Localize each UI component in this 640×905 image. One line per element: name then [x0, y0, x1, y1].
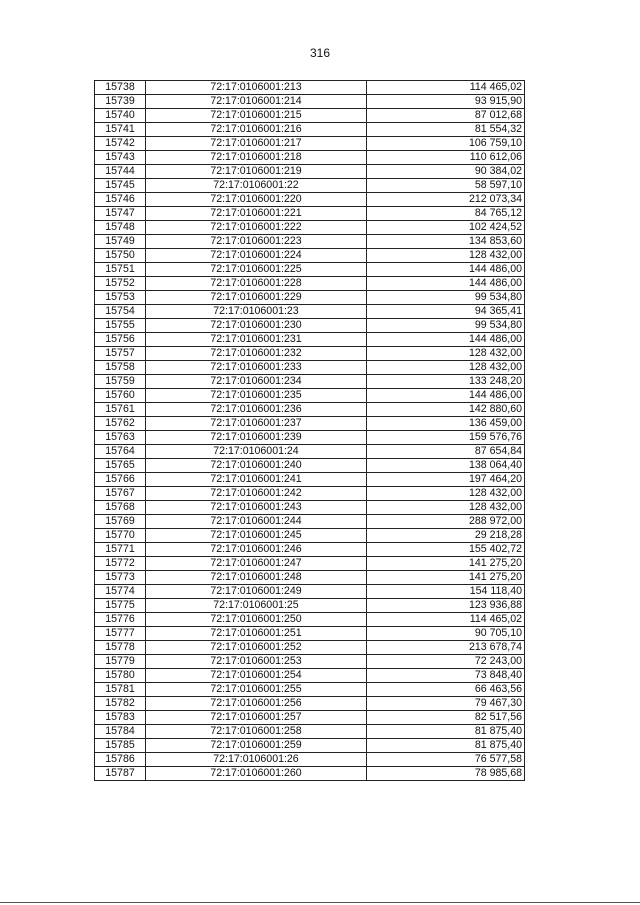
cadastral-value-cell: 142 880,60: [367, 403, 525, 417]
row-number-cell: 15746: [95, 193, 146, 207]
table-row: [95, 319, 525, 333]
cadastral-value-cell: 128 432,00: [367, 487, 525, 501]
row-number-cell: 15772: [95, 557, 146, 571]
row-number-cell: 15787: [95, 767, 146, 781]
cadastral-number-cell: 72:17:0106001:228: [146, 277, 367, 291]
cadastral-number-cell: 72:17:0106001:224: [146, 249, 367, 263]
cadastral-number-cell: 72:17:0106001:218: [146, 151, 367, 165]
cadastral-value-cell: 29 218,28: [367, 529, 525, 543]
row-number-cell: 15771: [95, 543, 146, 557]
cadastral-number-cell: 72:17:0106001:241: [146, 473, 367, 487]
table-row: [95, 487, 525, 501]
cadastral-number-cell: 72:17:0106001:247: [146, 557, 367, 571]
cadastral-value-cell: 82 517,56: [367, 711, 525, 725]
cadastral-number-cell: 72:17:0106001:230: [146, 319, 367, 333]
cadastral-number-cell: 72:17:0106001:234: [146, 375, 367, 389]
cadastral-value-cell: 128 432,00: [367, 249, 525, 263]
cadastral-number-cell: 72:17:0106001:217: [146, 137, 367, 151]
row-number-cell: 15765: [95, 459, 146, 473]
cadastral-value-cell: 155 402,72: [367, 543, 525, 557]
row-number-cell: 15750: [95, 249, 146, 263]
table-row: [95, 361, 525, 375]
cadastral-number-cell: 72:17:0106001:237: [146, 417, 367, 431]
table-row: [95, 753, 525, 767]
table-row: [95, 151, 525, 165]
cadastral-value-cell: 141 275,20: [367, 571, 525, 585]
row-number-cell: 15773: [95, 571, 146, 585]
cadastral-number-cell: 72:17:0106001:236: [146, 403, 367, 417]
table-row: [95, 431, 525, 445]
table-row: [95, 389, 525, 403]
row-number-cell: 15739: [95, 95, 146, 109]
cadastral-number-cell: 72:17:0106001:229: [146, 291, 367, 305]
cadastral-value-cell: 90 705,10: [367, 627, 525, 641]
cadastral-value-cell: 128 432,00: [367, 361, 525, 375]
row-number-cell: 15738: [95, 81, 146, 95]
table-row: [95, 375, 525, 389]
table-row: [95, 767, 525, 781]
cadastral-value-cell: 106 759,10: [367, 137, 525, 151]
table-row: [95, 641, 525, 655]
table-row: [95, 683, 525, 697]
cadastral-value-cell: 133 248,20: [367, 375, 525, 389]
table-row: [95, 697, 525, 711]
cadastral-value-cell: 114 465,02: [367, 613, 525, 627]
cadastral-number-cell: 72:17:0106001:22: [146, 179, 367, 193]
table-row: [95, 473, 525, 487]
cadastral-number-cell: 72:17:0106001:25: [146, 599, 367, 613]
row-number-cell: 15774: [95, 585, 146, 599]
cadastral-value-cell: 81 875,40: [367, 725, 525, 739]
cadastral-value-cell: 144 486,00: [367, 333, 525, 347]
cadastral-number-cell: 72:17:0106001:250: [146, 613, 367, 627]
row-number-cell: 15777: [95, 627, 146, 641]
table-row: [95, 179, 525, 193]
cadastral-value-cell: 134 853,60: [367, 235, 525, 249]
cadastral-number-cell: 72:17:0106001:231: [146, 333, 367, 347]
cadastral-value-cell: 144 486,00: [367, 263, 525, 277]
cadastral-number-cell: 72:17:0106001:222: [146, 221, 367, 235]
cadastral-number-cell: 72:17:0106001:221: [146, 207, 367, 221]
cadastral-value-cell: 66 463,56: [367, 683, 525, 697]
cadastral-value-cell: 94 365,41: [367, 305, 525, 319]
cadastral-value-cell: 144 486,00: [367, 277, 525, 291]
table-row: [95, 529, 525, 543]
table-row: [95, 95, 525, 109]
page-bottom-edge: [0, 902, 640, 903]
row-number-cell: 15747: [95, 207, 146, 221]
row-number-cell: 15745: [95, 179, 146, 193]
row-number-cell: 15769: [95, 515, 146, 529]
row-number-cell: 15751: [95, 263, 146, 277]
table-row: [95, 739, 525, 753]
cadastral-value-cell: 102 424,52: [367, 221, 525, 235]
table-row: [95, 585, 525, 599]
cadastral-value-cell: 138 064,40: [367, 459, 525, 473]
table-row: [95, 403, 525, 417]
row-number-cell: 15763: [95, 431, 146, 445]
cadastral-number-cell: 72:17:0106001:251: [146, 627, 367, 641]
table-row: [95, 221, 525, 235]
table-row: [95, 571, 525, 585]
cadastral-number-cell: 72:17:0106001:24: [146, 445, 367, 459]
cadastral-number-cell: 72:17:0106001:246: [146, 543, 367, 557]
cadastral-value-cell: 154 118,40: [367, 585, 525, 599]
cadastral-number-cell: 72:17:0106001:254: [146, 669, 367, 683]
page-number: 316: [309, 46, 331, 60]
cadastral-value-cell: 72 243,00: [367, 655, 525, 669]
table-row: [95, 501, 525, 515]
table-row: [95, 333, 525, 347]
cadastral-value-cell: 212 073,34: [367, 193, 525, 207]
row-number-cell: 15764: [95, 445, 146, 459]
table-row: [95, 515, 525, 529]
row-number-cell: 15756: [95, 333, 146, 347]
cadastral-number-cell: 72:17:0106001:253: [146, 655, 367, 669]
table-row: [95, 137, 525, 151]
table-row: [95, 305, 525, 319]
cadastral-value-cell: 87 654,84: [367, 445, 525, 459]
cadastral-number-cell: 72:17:0106001:219: [146, 165, 367, 179]
cadastral-value-cell: 197 464,20: [367, 473, 525, 487]
row-number-cell: 15743: [95, 151, 146, 165]
table-row: [95, 291, 525, 305]
cadastral-value-cell: 73 848,40: [367, 669, 525, 683]
table-row: [95, 81, 525, 95]
table-row: [95, 417, 525, 431]
cadastral-number-cell: 72:17:0106001:240: [146, 459, 367, 473]
row-number-cell: 15754: [95, 305, 146, 319]
row-number-cell: 15778: [95, 641, 146, 655]
cadastral-value-cell: 76 577,58: [367, 753, 525, 767]
cadastral-number-cell: 72:17:0106001:213: [146, 81, 367, 95]
table-row: [95, 165, 525, 179]
cadastral-value-cell: 58 597,10: [367, 179, 525, 193]
table-row: [95, 207, 525, 221]
table-row: [95, 557, 525, 571]
row-number-cell: 15767: [95, 487, 146, 501]
row-number-cell: 15781: [95, 683, 146, 697]
row-number-cell: 15780: [95, 669, 146, 683]
row-number-cell: 15749: [95, 235, 146, 249]
cadastral-value-cell: 136 459,00: [367, 417, 525, 431]
row-number-cell: 15755: [95, 319, 146, 333]
cadastral-number-cell: 72:17:0106001:233: [146, 361, 367, 375]
cadastral-value-cell: 84 765,12: [367, 207, 525, 221]
row-number-cell: 15784: [95, 725, 146, 739]
cadastral-number-cell: 72:17:0106001:260: [146, 767, 367, 781]
cadastral-number-cell: 72:17:0106001:248: [146, 571, 367, 585]
table-row: [95, 123, 525, 137]
table-row: [95, 263, 525, 277]
row-number-cell: 15760: [95, 389, 146, 403]
row-number-cell: 15752: [95, 277, 146, 291]
row-number-cell: 15782: [95, 697, 146, 711]
cadastral-value-cell: 128 432,00: [367, 501, 525, 515]
cadastral-number-cell: 72:17:0106001:256: [146, 697, 367, 711]
cadastral-number-cell: 72:17:0106001:243: [146, 501, 367, 515]
table-row: [95, 193, 525, 207]
row-number-cell: 15748: [95, 221, 146, 235]
cadastral-number-cell: 72:17:0106001:23: [146, 305, 367, 319]
cadastral-number-cell: 72:17:0106001:245: [146, 529, 367, 543]
cadastral-number-cell: 72:17:0106001:259: [146, 739, 367, 753]
row-number-cell: 15753: [95, 291, 146, 305]
row-number-cell: 15775: [95, 599, 146, 613]
row-number-cell: 15759: [95, 375, 146, 389]
row-number-cell: 15741: [95, 123, 146, 137]
row-number-cell: 15783: [95, 711, 146, 725]
cadastral-number-cell: 72:17:0106001:257: [146, 711, 367, 725]
table-row: [95, 277, 525, 291]
cadastral-number-cell: 72:17:0106001:244: [146, 515, 367, 529]
cadastral-value-cell: 93 915,90: [367, 95, 525, 109]
cadastral-number-cell: 72:17:0106001:223: [146, 235, 367, 249]
cadastral-value-cell: 144 486,00: [367, 389, 525, 403]
table-row: [95, 613, 525, 627]
cadastral-value-cell: 288 972,00: [367, 515, 525, 529]
cadastral-value-cell: 123 936,88: [367, 599, 525, 613]
row-number-cell: 15776: [95, 613, 146, 627]
table-row: [95, 235, 525, 249]
cadastral-value-cell: 110 612,06: [367, 151, 525, 165]
cadastral-number-cell: 72:17:0106001:239: [146, 431, 367, 445]
cadastral-number-cell: 72:17:0106001:225: [146, 263, 367, 277]
cadastral-number-cell: 72:17:0106001:235: [146, 389, 367, 403]
table-row: [95, 543, 525, 557]
cadastral-value-cell: 78 985,68: [367, 767, 525, 781]
row-number-cell: 15742: [95, 137, 146, 151]
table-row: [95, 669, 525, 683]
cadastral-number-cell: 72:17:0106001:215: [146, 109, 367, 123]
table-row: [95, 109, 525, 123]
table-body: [95, 81, 525, 781]
row-number-cell: 15779: [95, 655, 146, 669]
cadastral-value-cell: 90 384,02: [367, 165, 525, 179]
row-number-cell: 15766: [95, 473, 146, 487]
cadastral-value-cell: 213 678,74: [367, 641, 525, 655]
row-number-cell: 15744: [95, 165, 146, 179]
cadastral-value-cell: 128 432,00: [367, 347, 525, 361]
row-number-cell: 15785: [95, 739, 146, 753]
row-number-cell: 15758: [95, 361, 146, 375]
cadastral-number-cell: 72:17:0106001:232: [146, 347, 367, 361]
cadastral-number-cell: 72:17:0106001:255: [146, 683, 367, 697]
cadastral-number-cell: 72:17:0106001:26: [146, 753, 367, 767]
cadastral-number-cell: 72:17:0106001:252: [146, 641, 367, 655]
cadastral-number-cell: 72:17:0106001:258: [146, 725, 367, 739]
table-row: [95, 459, 525, 473]
row-number-cell: 15757: [95, 347, 146, 361]
cadastral-value-cell: 99 534,80: [367, 291, 525, 305]
row-number-cell: 15786: [95, 753, 146, 767]
table-row: [95, 599, 525, 613]
cadastral-number-cell: 72:17:0106001:249: [146, 585, 367, 599]
cadastral-value-cell: 114 465,02: [367, 81, 525, 95]
table-row: [95, 445, 525, 459]
row-number-cell: 15770: [95, 529, 146, 543]
cadastral-number-cell: 72:17:0106001:220: [146, 193, 367, 207]
cadastral-number-cell: 72:17:0106001:216: [146, 123, 367, 137]
table-row: [95, 655, 525, 669]
cadastral-value-cell: 81 554,32: [367, 123, 525, 137]
cadastral-value-cell: 87 012,68: [367, 109, 525, 123]
table-row: [95, 347, 525, 361]
cadastral-number-cell: 72:17:0106001:214: [146, 95, 367, 109]
cadastral-value-cell: 79 467,30: [367, 697, 525, 711]
cadastral-number-cell: 72:17:0106001:242: [146, 487, 367, 501]
table-row: [95, 627, 525, 641]
cadastral-value-table: [94, 80, 525, 781]
cadastral-value-cell: 99 534,80: [367, 319, 525, 333]
row-number-cell: 15762: [95, 417, 146, 431]
table-row: [95, 725, 525, 739]
table-row: [95, 249, 525, 263]
row-number-cell: 15761: [95, 403, 146, 417]
table-row: [95, 711, 525, 725]
cadastral-value-cell: 159 576,76: [367, 431, 525, 445]
row-number-cell: 15768: [95, 501, 146, 515]
cadastral-value-cell: 141 275,20: [367, 557, 525, 571]
cadastral-value-cell: 81 875,40: [367, 739, 525, 753]
row-number-cell: 15740: [95, 109, 146, 123]
